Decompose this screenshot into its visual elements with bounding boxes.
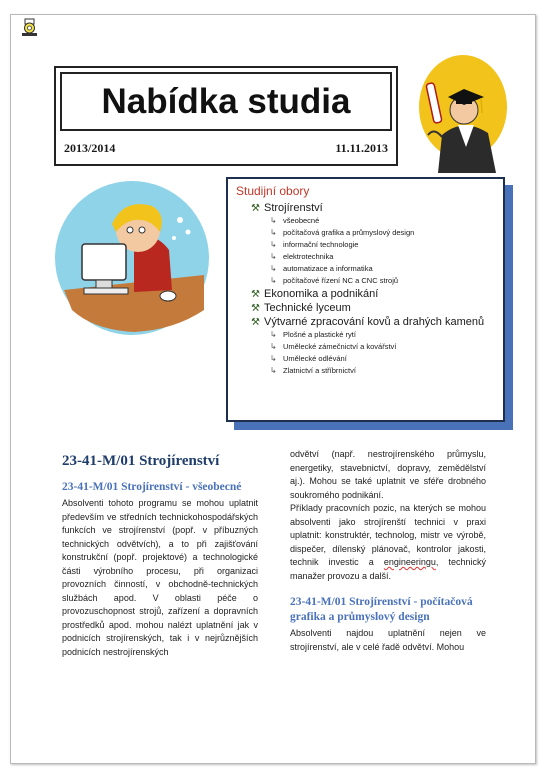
obor-subitem-label: Umělecké zámečnictví a kovářství (283, 342, 397, 351)
obory-heading: Studijní obory (236, 184, 310, 198)
corner-note-icon (19, 16, 41, 38)
obor-subitem-label: Plošné a plastické rytí (283, 330, 356, 339)
student-computer-clipart (54, 180, 210, 336)
tools-bullet-icon: ⚒ (251, 289, 260, 300)
obor-subitem (236, 251, 495, 263)
article-left-column (62, 452, 258, 659)
issue-date: 11.11.2013 (335, 141, 388, 155)
page-title: Nabídka studia (60, 72, 392, 131)
section1-continued: odvětví (např. nestrojírenského průmyslu, energetiky, stavebnictví, dopravy, zemědělství aj.). Mohou se také uplatnit ve sféře drobného soukromého podnikání. (290, 449, 486, 500)
obor-subitem (236, 215, 495, 227)
obor-subitem-label: počítačové řízení NC a CNC strojů (283, 276, 399, 285)
arrow-bullet-icon: ↳ (270, 354, 277, 363)
school-year: 2013/2014 (64, 141, 116, 155)
arrow-bullet-icon: ↳ (270, 342, 277, 351)
obor-subitem (236, 239, 495, 251)
obor-subitem (236, 329, 495, 341)
obor-label: Strojírenství (264, 202, 323, 214)
tools-bullet-icon: ⚒ (251, 303, 260, 314)
obor-subitem-label: všeobecné (283, 216, 320, 225)
section2-heading: 23-41-M/01 Strojírenství - počítačová grafika a průmyslový design (290, 596, 473, 623)
obor-subitem-label: elektrotechnika (283, 252, 334, 261)
p2-spellcheck-word: engineeringu (383, 557, 436, 567)
arrow-bullet-icon: ↳ (270, 276, 277, 285)
arrow-bullet-icon: ↳ (270, 366, 277, 375)
arrow-bullet-icon: ↳ (270, 264, 277, 273)
obor-subitem (236, 275, 495, 287)
obory-list (236, 202, 495, 377)
section1-text: Absolventi tohoto programu se mohou uplatnit především ve středních technickohospodářských funkcích ve strojírenství (popř. v příbuzných technických odvětvích), a to při zajišťování konstrukční (popř. projektové) a technologické části výrobního procesu, při organizaci provozních činností, v obchodně-technických službách apod. V oblasti péče o provozuschopnost strojů, zařízení a dopravních prostředků apod. mohou nalézt uplatnění jak v podnicích strojírenských, tak i v nejrůznějších podnicích nestrojírenských (62, 498, 258, 657)
obor-subitem (236, 353, 495, 365)
obory-box (226, 177, 505, 422)
p2-text-b: , technický manažer provozu a další. (290, 557, 486, 581)
obor-subitem (236, 365, 495, 377)
arrow-bullet-icon: ↳ (270, 216, 277, 225)
obor-subitem-label: automatizace a informatika (283, 264, 373, 273)
arrow-bullet-icon: ↳ (270, 228, 277, 237)
obor-subitem (236, 341, 495, 353)
section2-text: Absolventi najdou uplatnění nejen ve strojírenství, ale v celé řadě odvětví. Mohou (290, 628, 486, 652)
obor-subitem-label: Zlatnictví a stříbrnictví (283, 366, 356, 375)
obor-subitem-label: počítačová grafika a průmyslový design (283, 228, 415, 237)
section1-heading: 23-41-M/01 Strojírenství - všeobecné (62, 481, 242, 493)
obor-label: Technické lyceum (264, 302, 351, 314)
main-heading: 23-41-M/01 Strojírenství (62, 453, 220, 469)
obor-subitem-label: Umělecké odlévání (283, 354, 347, 363)
title-frame (54, 66, 398, 166)
obor-item (236, 288, 495, 301)
p2-text-a: Příklady pracovních pozic, na kterých se mohou absolventi jako strojírenští technici v praxi uplatnit: konstruktér, technolog, mistr ve výrobě, dispečer, dílenský plánovač, kontrolor jakosti, technik investic a (290, 503, 486, 567)
obor-subitem (236, 263, 495, 275)
obor-item (236, 316, 495, 329)
article-right-column (290, 448, 486, 654)
arrow-bullet-icon: ↳ (270, 252, 277, 261)
obor-label: Ekonomika a podnikání (264, 288, 379, 300)
arrow-bullet-icon: ↳ (270, 330, 277, 339)
tools-bullet-icon: ⚒ (251, 203, 260, 214)
obor-item (236, 302, 495, 315)
arrow-bullet-icon: ↳ (270, 240, 277, 249)
obor-subitem-label: informační technologie (283, 240, 359, 249)
obor-label: Výtvarné zpracování kovů a drahých kamenů (264, 316, 485, 328)
obor-item (236, 202, 495, 215)
graduate-clipart (408, 55, 508, 173)
section1-paragraph2 (290, 502, 486, 583)
tools-bullet-icon: ⚒ (251, 317, 260, 328)
obor-subitem (236, 227, 495, 239)
